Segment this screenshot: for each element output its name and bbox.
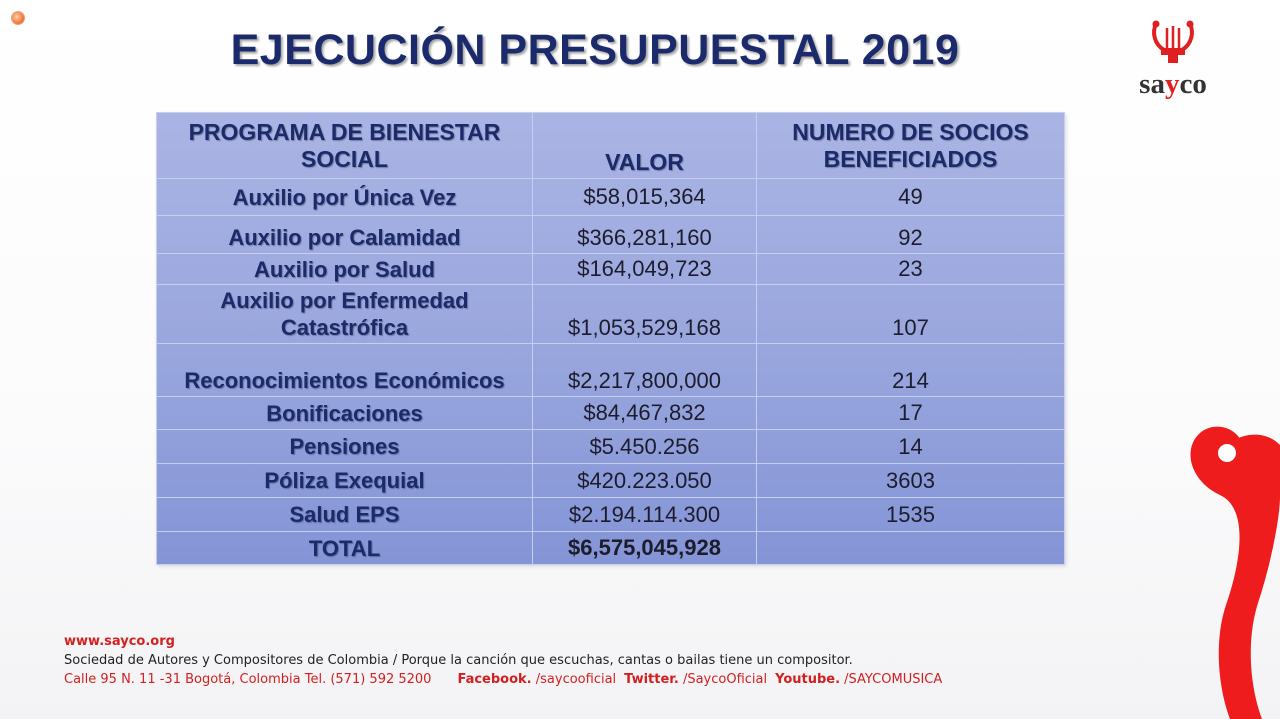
- table-header-row: [157, 113, 1065, 179]
- program-cell: Pensiones: [157, 430, 533, 464]
- twitter-label: Twitter.: [624, 672, 679, 687]
- program-cell: Póliza Exequial: [157, 464, 533, 498]
- beneficiaries-cell: 17: [757, 397, 1065, 430]
- page-title: EJECUCIÓN PRESUPUESTAL 2019: [230, 26, 960, 74]
- value-cell: $1,053,529,168: [533, 285, 757, 344]
- table-row: [157, 397, 1065, 430]
- table-row: [157, 498, 1065, 532]
- youtube-link[interactable]: /SAYCOMUSICA: [840, 672, 943, 687]
- table-total-row: [157, 532, 1065, 565]
- budget-table: [156, 112, 1065, 565]
- footer-tagline: Sociedad de Autores y Compositores de Colombia / Porque la canción que escuchas, cantas o bailas tiene un compositor.: [64, 653, 853, 668]
- table-row: [157, 464, 1065, 498]
- table-row: [157, 216, 1065, 254]
- table-row: [157, 285, 1065, 344]
- beneficiaries-cell: 14: [757, 430, 1065, 464]
- value-cell: $164,049,723: [533, 254, 757, 285]
- value-cell: $420.223.050: [533, 464, 757, 498]
- program-cell: Auxilio por Salud: [157, 254, 533, 285]
- table-row: [157, 430, 1065, 464]
- sayco-logo: [1118, 18, 1228, 108]
- footer-contact: [64, 672, 942, 687]
- program-cell: Auxilio por Calamidad: [157, 216, 533, 254]
- beneficiaries-cell: 214: [757, 344, 1065, 397]
- footer-address: Calle 95 N. 11 -31 Bogotá, Colombia Tel. (571) 592 5200: [64, 672, 432, 687]
- decorative-swirl-icon: [1170, 405, 1280, 719]
- beneficiaries-cell: 23: [757, 254, 1065, 285]
- total-beneficiaries: [757, 532, 1065, 565]
- program-cell: Auxilio por Enfermedad Catastrófica: [157, 285, 533, 344]
- budget-table-container: [156, 112, 1064, 564]
- footer: [64, 634, 942, 687]
- beneficiaries-cell: 92: [757, 216, 1065, 254]
- value-cell: $366,281,160: [533, 216, 757, 254]
- header-program: PROGRAMA DE BIENESTAR SOCIAL: [157, 113, 533, 179]
- program-cell: Salud EPS: [157, 498, 533, 532]
- header-value: VALOR: [533, 113, 757, 179]
- lyre-icon: [1148, 18, 1198, 68]
- beneficiaries-cell: 49: [757, 179, 1065, 216]
- total-value: $6,575,045,928: [533, 532, 757, 565]
- table-row: [157, 254, 1065, 285]
- program-cell: Reconocimientos Económicos: [157, 344, 533, 397]
- beneficiaries-cell: 107: [757, 285, 1065, 344]
- header-beneficiaries: NUMERO DE SOCIOS BENEFICIADOS: [757, 113, 1065, 179]
- youtube-label: Youtube.: [775, 672, 841, 687]
- recording-indicator-icon: [12, 12, 24, 24]
- website-link[interactable]: www.sayco.org: [64, 634, 175, 649]
- value-cell: $5.450.256: [533, 430, 757, 464]
- beneficiaries-cell: 3603: [757, 464, 1065, 498]
- beneficiaries-cell: 1535: [757, 498, 1065, 532]
- facebook-link[interactable]: /saycooficial: [531, 672, 617, 687]
- value-cell: $84,467,832: [533, 397, 757, 430]
- facebook-label: Facebook.: [457, 672, 532, 687]
- twitter-link[interactable]: /SaycoOficial: [678, 672, 768, 687]
- total-label: TOTAL: [157, 532, 533, 565]
- table-row: [157, 179, 1065, 216]
- value-cell: $58,015,364: [533, 179, 757, 216]
- program-cell: Auxilio por Única Vez: [157, 179, 533, 216]
- value-cell: $2.194.114.300: [533, 498, 757, 532]
- program-cell: Bonificaciones: [157, 397, 533, 430]
- table-row: [157, 344, 1065, 397]
- logo-wordmark: sayco: [1139, 68, 1207, 100]
- value-cell: $2,217,800,000: [533, 344, 757, 397]
